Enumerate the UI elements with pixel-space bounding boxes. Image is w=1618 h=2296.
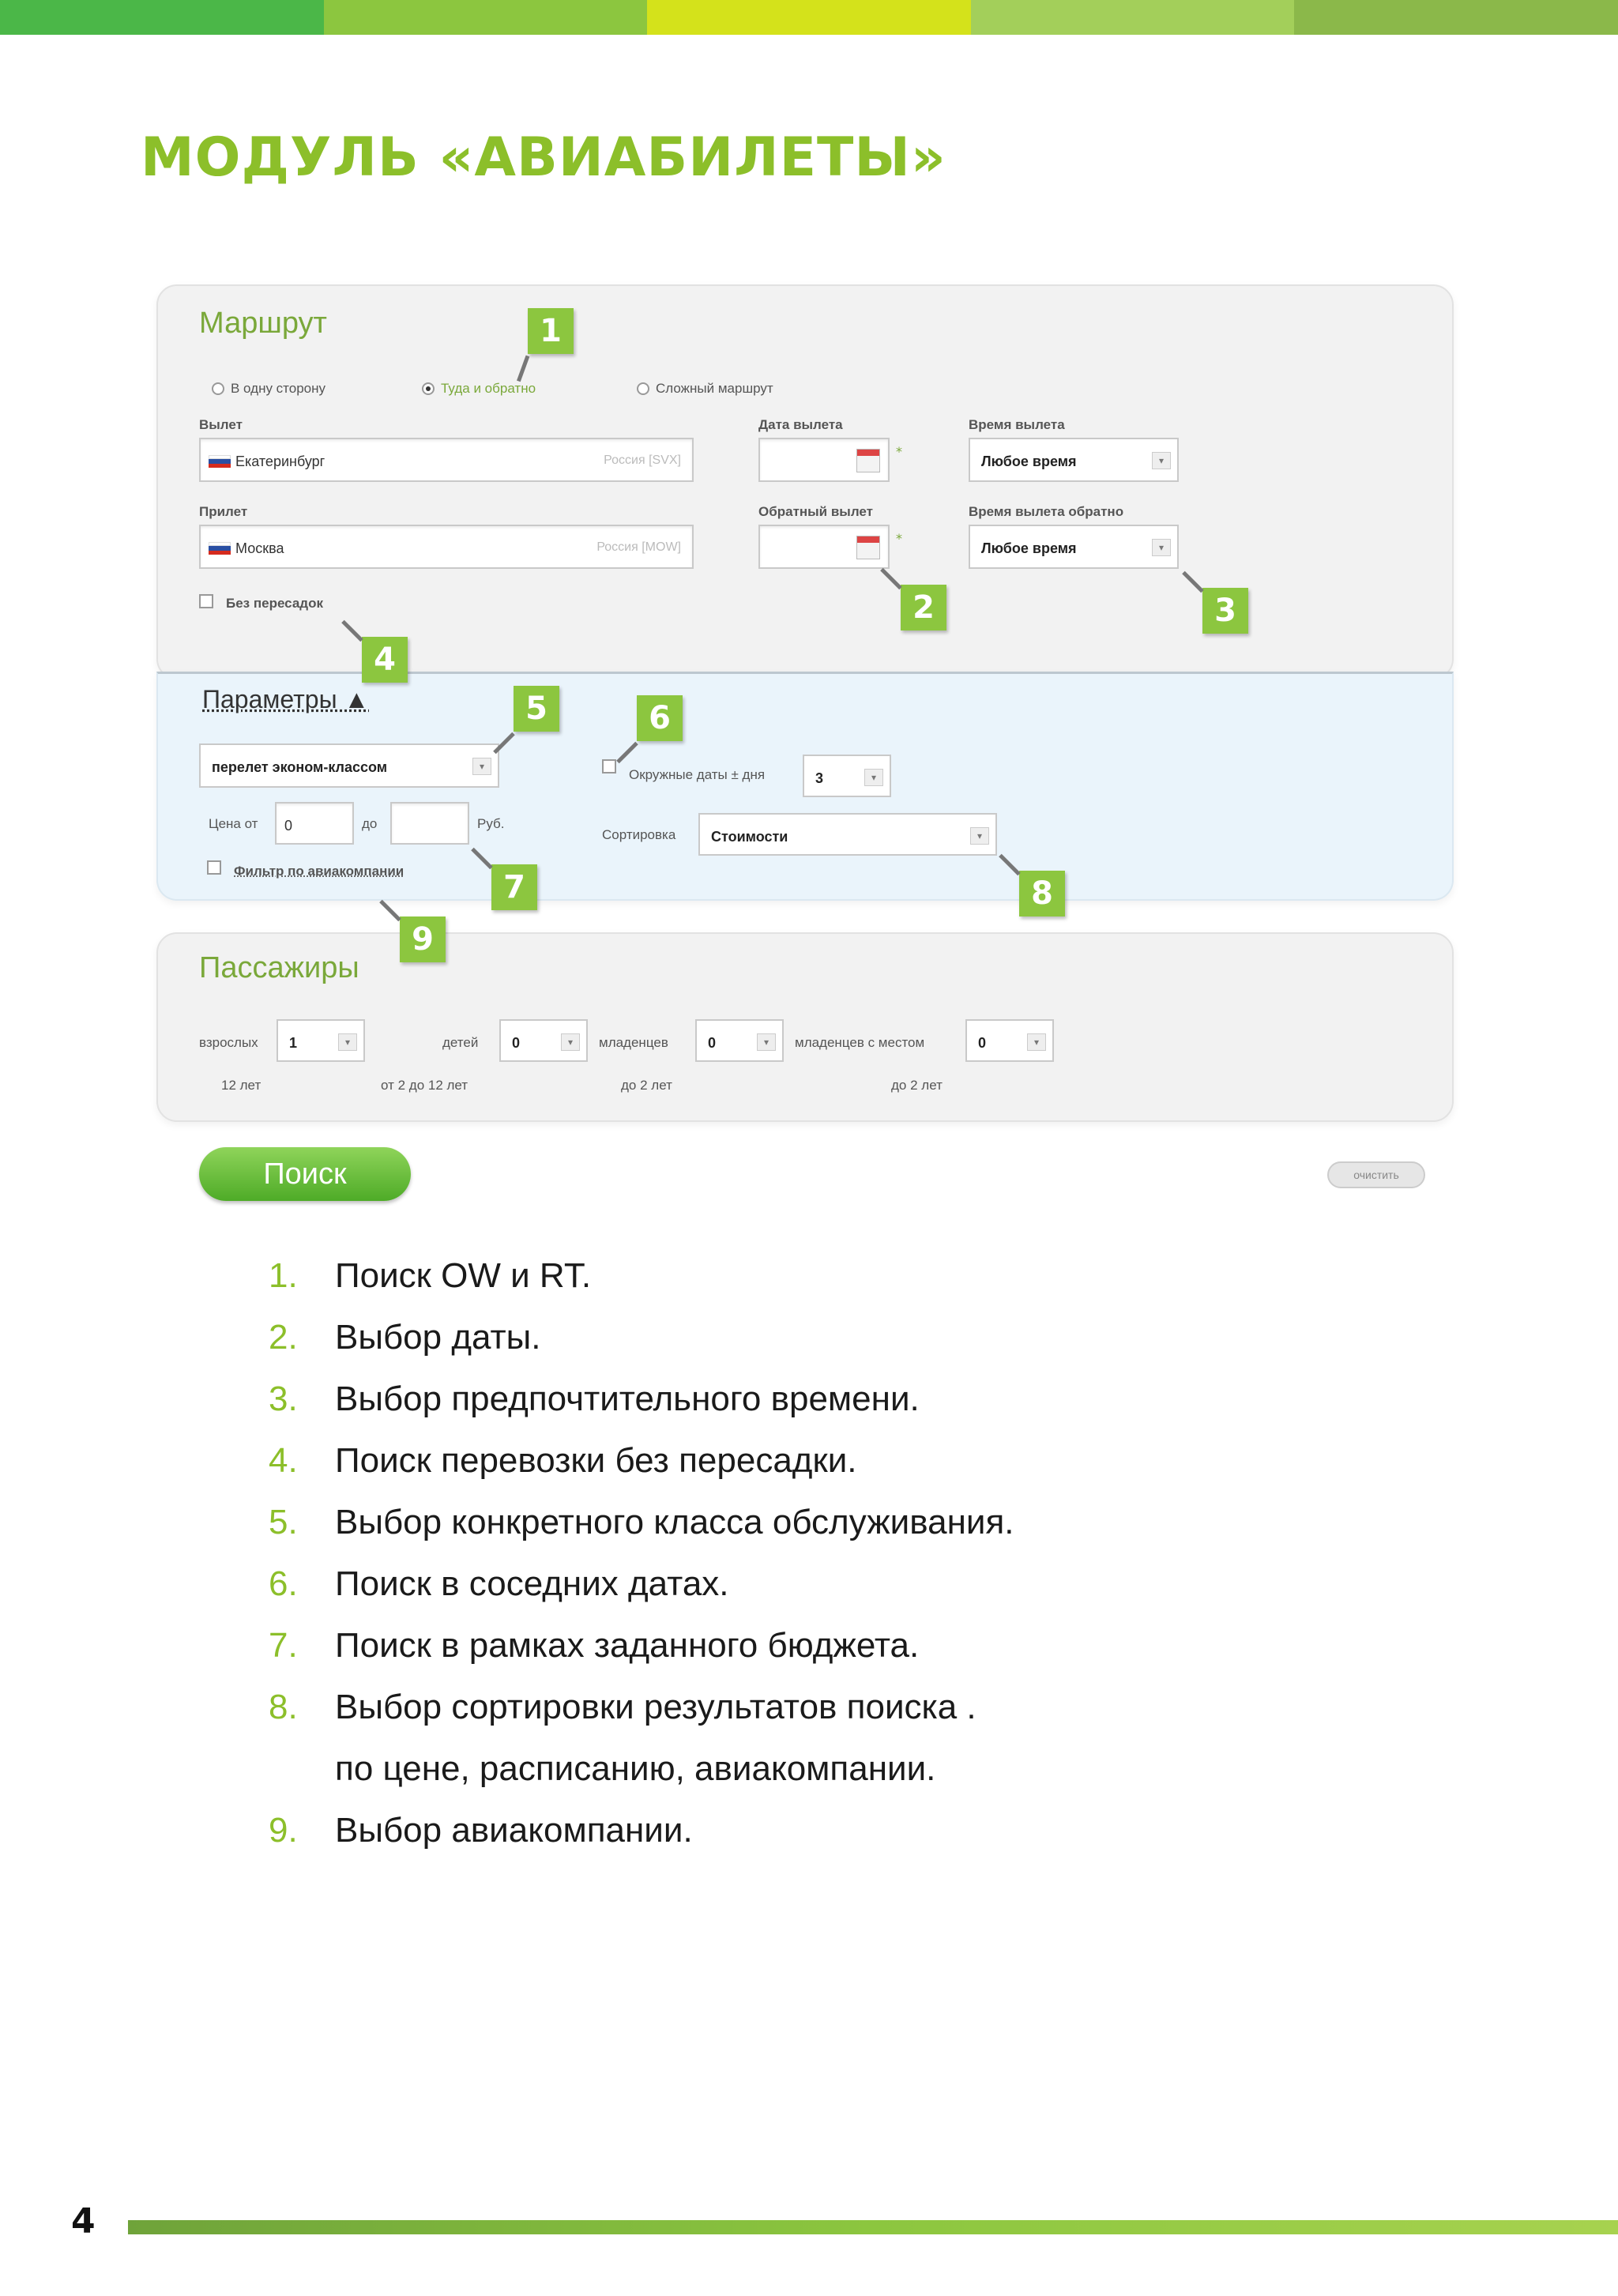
return-time-label: Время вылета обратно (969, 504, 1124, 519)
required-star: * (896, 444, 902, 459)
nearby-days-select[interactable] (803, 755, 891, 797)
list-number: 2. (269, 1318, 298, 1357)
sort-select[interactable] (698, 813, 997, 856)
radio-complex-route[interactable] (637, 382, 649, 395)
callout-badge: 3 (1202, 588, 1248, 634)
route-panel (156, 284, 1454, 679)
page-title: МОДУЛЬ «АВИАБИЛЕТЫ» (141, 126, 946, 189)
list-number: 9. (269, 1811, 298, 1850)
price-from-input[interactable] (275, 802, 354, 845)
infants-select[interactable] (695, 1019, 784, 1062)
to-hint: Россия [MOW] (596, 540, 681, 554)
from-field[interactable] (199, 438, 694, 482)
sort-label: Сортировка (602, 827, 676, 842)
list-text: Выбор конкретного класса обслуживания. (335, 1503, 1014, 1541)
callout-badge: 1 (528, 308, 574, 354)
clear-button[interactable]: очистить (1327, 1161, 1425, 1188)
list-text: Выбор сортировки результатов поиска . (335, 1688, 976, 1726)
infants-seat-note: до 2 лет (891, 1078, 943, 1093)
children-note: от 2 до 12 лет (381, 1078, 468, 1093)
strip-segment (324, 0, 648, 35)
adults-label: взрослых (199, 1035, 258, 1050)
bottom-rule (128, 2220, 1618, 2234)
class-select[interactable] (199, 743, 499, 788)
strip-segment (971, 0, 1295, 35)
search-button[interactable]: Поиск (199, 1147, 411, 1201)
nonstop-checkbox[interactable] (199, 594, 213, 608)
infants-seat-label: младенцев с местом (795, 1035, 925, 1050)
strip-segment (647, 0, 971, 35)
radio-complex-route-label: Сложный маршрут (656, 381, 773, 396)
list-text: Выбор предпочтительного времени. (335, 1379, 920, 1418)
price-to-label: до (362, 816, 378, 831)
chevron-down-icon: ▾ (1152, 539, 1171, 556)
callout-badge: 2 (901, 585, 946, 630)
list-number: 7. (269, 1626, 298, 1665)
route-title: Маршрут (199, 307, 327, 340)
adults-select[interactable] (277, 1019, 365, 1062)
callout-badge: 6 (637, 695, 683, 741)
infants-value: 0 (708, 1035, 717, 1051)
depart-time-select[interactable] (969, 438, 1179, 482)
radio-round-trip[interactable] (422, 382, 435, 395)
list-number: 3. (269, 1379, 298, 1418)
sort-value: Стоимости (711, 829, 788, 845)
russia-flag-icon (209, 455, 231, 468)
price-from-label: Цена от (209, 816, 258, 831)
list-text: Поиск в соседних датах. (335, 1564, 729, 1603)
to-value: Москва (235, 540, 284, 556)
class-value: перелет эконом-классом (212, 759, 388, 775)
list-number: 6. (269, 1564, 298, 1603)
adults-value: 1 (289, 1035, 298, 1051)
list-number: 1. (269, 1256, 298, 1295)
list-number: 8. (269, 1688, 298, 1726)
chevron-down-icon: ▾ (472, 758, 491, 775)
from-value: Екатеринбург (235, 454, 325, 469)
radio-one-way-label: В одну сторону (231, 381, 326, 396)
to-label: Прилет (199, 504, 248, 519)
strip-segment (0, 0, 324, 35)
depart-date-field[interactable] (758, 438, 890, 482)
list-text: по цене, расписанию, авиакомпании. (335, 1749, 936, 1788)
strip-segment (1294, 0, 1618, 35)
depart-time-label: Время вылета (969, 417, 1065, 432)
list-text: Поиск перевозки без пересадки. (335, 1441, 857, 1480)
nonstop-label: Без пересадок (226, 596, 323, 611)
chevron-down-icon: ▾ (1152, 452, 1171, 469)
from-label: Вылет (199, 417, 243, 432)
calendar-icon[interactable] (856, 536, 880, 559)
infants-note: до 2 лет (621, 1078, 672, 1093)
return-date-label: Обратный вылет (758, 504, 873, 519)
infants-seat-value: 0 (978, 1035, 987, 1051)
callout-pointer (379, 900, 401, 922)
callout-badge: 7 (491, 864, 537, 910)
params-toggle[interactable]: Параметры ▲ (202, 685, 370, 713)
passengers-title: Пассажиры (199, 951, 359, 984)
callout-badge: 5 (514, 686, 559, 732)
params-panel (156, 672, 1454, 901)
return-date-field[interactable] (758, 525, 890, 569)
depart-time-value: Любое время (981, 454, 1077, 469)
children-select[interactable] (499, 1019, 588, 1062)
infants-seat-select[interactable] (965, 1019, 1054, 1062)
nearby-dates-label: Окружные даты ± дня (629, 767, 766, 782)
chevron-down-icon: ▾ (1027, 1033, 1046, 1051)
list-number: 5. (269, 1503, 298, 1541)
return-time-value: Любое время (981, 540, 1077, 556)
list-text: Выбор авиакомпании. (335, 1811, 693, 1850)
chevron-down-icon: ▾ (757, 1033, 776, 1051)
price-to-input[interactable] (390, 802, 469, 845)
top-color-strip (0, 0, 1618, 35)
adults-note: 12 лет (221, 1078, 262, 1093)
list-number: 4. (269, 1441, 298, 1480)
passengers-panel (156, 932, 1454, 1122)
airline-filter-checkbox[interactable] (207, 860, 221, 875)
callout-badge: 4 (362, 637, 408, 683)
children-value: 0 (512, 1035, 521, 1051)
list-text: Выбор даты. (335, 1318, 541, 1357)
chevron-down-icon: ▾ (338, 1033, 357, 1051)
chevron-down-icon: ▾ (561, 1033, 580, 1051)
price-from-value: 0 (284, 818, 293, 834)
chevron-down-icon: ▾ (864, 769, 883, 786)
nearby-days-value: 3 (815, 770, 824, 786)
search-form-screenshot (156, 284, 1454, 1201)
callout-badge: 8 (1019, 871, 1065, 917)
children-label: детей (442, 1035, 479, 1050)
callout-badge: 9 (400, 917, 446, 962)
airline-filter-link[interactable]: Фильтр по авиакомпании (234, 864, 404, 879)
list-text: Поиск в рамках заданного бюджета. (335, 1626, 920, 1665)
to-field[interactable] (199, 525, 694, 569)
depart-date-label: Дата вылета (758, 417, 843, 432)
return-time-select[interactable] (969, 525, 1179, 569)
nearby-dates-checkbox[interactable] (602, 759, 616, 773)
russia-flag-icon (209, 542, 231, 555)
from-hint: Россия [SVX] (604, 454, 681, 467)
calendar-icon[interactable] (856, 449, 880, 472)
radio-one-way[interactable] (212, 382, 224, 395)
radio-round-trip-label: Туда и обратно (441, 381, 536, 396)
infants-label: младенцев (599, 1035, 668, 1050)
chevron-down-icon: ▾ (970, 827, 989, 845)
page-number: 4 (71, 2201, 96, 2241)
currency-label: Руб. (477, 816, 505, 831)
required-star: * (896, 531, 902, 546)
list-text: Поиск OW и RT. (335, 1256, 592, 1295)
